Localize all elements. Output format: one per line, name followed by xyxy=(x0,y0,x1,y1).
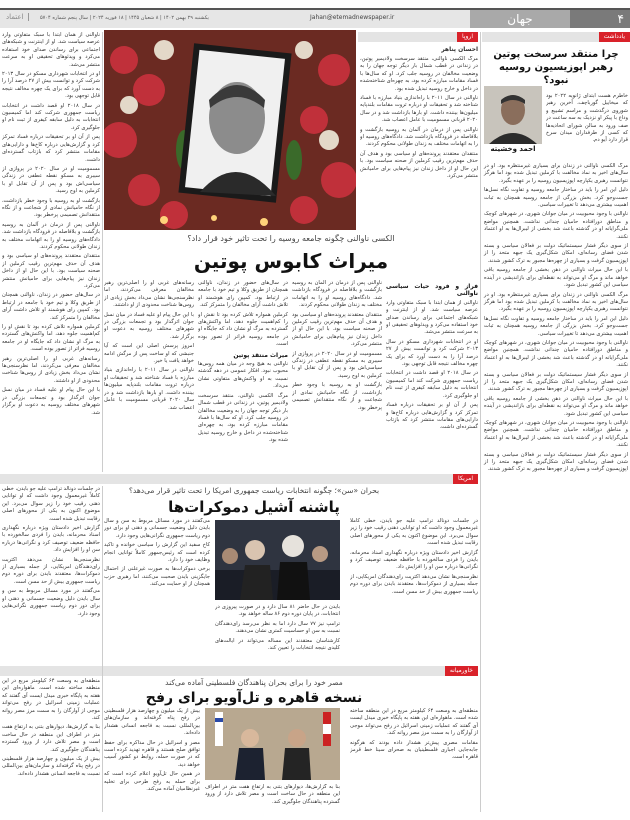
europe-paragraph: امروز پرسش اصلی این است که آیا جنبشی که او ساخت پس از مرگش ادامه خواهد یافت یا خیر. xyxy=(104,343,194,365)
europe-paragraph: ناوالنی در سال ۲۰۱۱ با راه‌اندازی بنیاد مبارزه با فساد شناخته شد و تحقیقات او درباره ثروت مقامات بلندپایه میلیون‌ها بیننده داشت. او بارها بازداشت شد و در سال ۲۰۲۰ قربانی مسمومیت با عامل اعصاب شد. xyxy=(104,367,194,411)
europe-paragraph: ناوالنی پس از درمان در آلمان به روسیه بازگشت و بلافاصله در فرودگاه بازداشت شد. دادگاه‌های روسیه او را به اتهامات مختلف به زندان طولانی محکوم کردند. xyxy=(292,280,382,309)
europe-paragraph: منتقدان معتقدند پرونده‌های او سیاسی بود و هدف آن حذف مهم‌ترین رقیب کرملین از صحنه سیاست بود. با این حال او از داخل زندان نیز پیام‌هایی برای حامیانش منتشر می‌کرد. xyxy=(2,253,100,289)
america-headline-kicker: بحران «سن»؛ چگونه انتخابات ریاست جمهوری امریکا را تحت تاثیر قرار می‌دهد؟ xyxy=(128,486,380,495)
america-paragraph: بایدن در حال حاضر ۸۱ سال دارد و در صورت پیروزی در انتخابات، در پایان دوره دوم ۸۶ ساله خواهد بود. xyxy=(215,604,340,618)
america-headline: پاشنه آشیل دموکرات‌ها xyxy=(168,498,340,516)
europe-paragraph: با این حال پیام او علیه فساد در میان نسل جوان اثرگذار بود و تجمعات بزرگی در شهرهای مختلف روسیه به دعوت او برگزار شد. xyxy=(104,311,194,340)
europe-paragraph: در سال‌های حضور در زندان، ناوالنی همچنان از طریق وکلا و تیم خود با جامعه در ارتباط بود. کمپین رای هوشمند او تلاش داشت آرای مخالفان را متمرکز کند. xyxy=(2,292,100,321)
europe-author: احسان پناهر xyxy=(441,46,478,53)
america-paragraph: گزارش اخیر دادستان ویژه درباره نگهداری اسناد محرمانه، بایدن را فردی سالخورده با حافظه ضعیف توصیف کرد و نگرانی‌ها درباره سن او را افزایش داد. xyxy=(2,525,100,554)
note-paragraph: از سوی دیگر فشار سیستماتیک دولت بر فعالان سیاسی و بسته شدن فضای رسانه‌ای، امکان شکل‌گیری یک جبهه متحد را از اپوزیسیون گرفت و بسیاری از چهره‌ها مجبور به ترک کشور شدند. xyxy=(484,451,628,473)
cairo-meeting-photo xyxy=(205,708,340,780)
note-paragraph: با این حال میراث ناوالنی در ذهن بخشی از جامعه روسیه باقی خواهد ماند و مرگ او می‌تواند به نقطه‌ای برای بازاندیشی در آینده سیاسی این کشور تبدیل شود. xyxy=(484,395,628,417)
america-paragraph: کارشناسان معتقدند این مساله می‌تواند در ایالت‌های کلیدی نتیجه انتخابات را تعیین کند. xyxy=(215,637,340,652)
europe-paragraph: منتقدان معتقدند پرونده‌های او سیاسی بود و هدف آن حذف مهم‌ترین رقیب کرملین از صحنه سیاست بود. با این حال او از داخل زندان نیز پیام‌هایی برای حامیانش منتشر می‌کرد. xyxy=(292,311,382,348)
europe-label: اروپا xyxy=(457,32,478,42)
memorial-flowers-image xyxy=(104,30,356,230)
diplomats-meeting-image xyxy=(205,708,340,780)
column-divider xyxy=(480,32,481,812)
europe-paragraph: او در انتخابات شهرداری مسکو در سال ۲۰۱۳ شرکت کرد و توانست بیش از ۲۷ درصد آرا را به دست آورد که برای یک چهره مخالف نتیجه قابل توجهی بود. xyxy=(386,338,478,368)
america-label: امریکا xyxy=(453,474,478,484)
email-address[interactable]: Jahan@etemadnewspaper.ir xyxy=(310,14,395,21)
mideast-headline: نسخه قاهره و تل‌آویو برای رفح xyxy=(145,690,363,706)
europe-paragraph: او در انتخابات شهرداری مسکو در سال ۲۰۱۳ شرکت کرد و توانست بیش از ۲۷ درصد آرا را به دست آورد که برای یک چهره مخالف نتیجه قابل توجهی بود. xyxy=(2,71,100,100)
europe-paragraph: منتقدان معتقدند پرونده‌های او سیاسی بود و هدف آن حذف مهم‌ترین رقیب کرملین از صحنه سیاست بود. با این حال او از داخل زندان نیز پیام‌هایی برای حامیانش منتشر می‌کرد. xyxy=(360,150,478,180)
mideast-paragraph: در همین حال تل‌آویو اعلام کرده است که برای حمله به رفح طرحی برای تخلیه غیرنظامیان آماده می‌کند. xyxy=(104,771,200,793)
date-line: یکشنبه ۲۹ بهمن ۱۴۰۲ | ۸ شعبان ۱۴۴۵ | ۱۸ فوریه ۲۰۲۴ | سال پنجم شماره ۵۷۰۴ xyxy=(40,15,209,21)
america-paragraph: کاخ سفید این گزارش را سیاسی خوانده و تاکید کرده است که رئیس‌جمهور کاملاً توانایی انجام وظایف خود را دارد. xyxy=(104,542,210,564)
note-paragraph: ناوالنی با وجود محبوبیت در میان جوانان شهری، در شهرهای کوچک و مناطق دورافتاده حامیان چندانی نداشت. همچنین مواضع ملی‌گرایانه او در گذشته باعث شد بخشی از لیبرال‌ها به او اعتماد نکنند. xyxy=(484,339,628,369)
note-paragraph: ناوالنی با وجود محبوبیت در میان جوانان شهری، در شهرهای کوچک و مناطق دورافتاده حامیان چندانی نداشت. همچنین مواضع ملی‌گرایانه او در گذشته باعث شد بخشی از لیبرال‌ها به او اعتماد نکنند. xyxy=(484,211,628,240)
europe-paragraph: مرگ الکسی ناوالنی، منتقد سرسخت ولادیمیر پوتین، در زندانی در قطب شمال بار دیگر توجه جهان را به وضعیت مخالفان در روسیه جلب کرد. او که سال‌ها با فساد مقامات مبارزه کرده بود، به چهره‌ای شناخته‌شده در داخل و خارج روسیه تبدیل شده بود. xyxy=(198,392,288,444)
biden-crowd-image xyxy=(215,520,340,600)
europe-paragraph: در سال ۲۰۱۸ او قصد داشت در انتخابات ریاست جمهوری شرکت کند اما کمیسیون انتخابات به دلیل سابقه کیفری از ثبت نام او جلوگیری کرد. xyxy=(2,102,100,131)
america-paragraph: ترامپ نیز ۷۷ سال دارد اما به نظر می‌رسد رای‌دهندگان نسبت به سن او حساسیت کمتری نشان می‌دهند. xyxy=(215,620,340,635)
europe-paragraph: رسانه‌های غربی او را اصلی‌ترین رهبر مخالفان معرفی می‌کردند، اما نظرسنجی‌ها نشان می‌داد بخش زیادی از روس‌ها شناخت محدودی از او داشتند. xyxy=(104,280,194,309)
europe-paragraph: مرگ الکسی ناوالنی، منتقد سرسخت ولادیمیر پوتین، در زندانی در قطب شمال بار دیگر توجه جهان را به وضعیت مخالفان در روسیه جلب کرد. او که سال‌ها با فساد مقامات مبارزه کرده بود، به چهره‌ای شناخته‌شده در داخل و خارج روسیه تبدیل شده بود. xyxy=(360,56,478,92)
europe-subhead-2: میراث منتقد پوتین xyxy=(233,351,288,359)
europe-column-1 xyxy=(386,280,478,470)
europe-paragraph: ناوالنی پس از درمان در آلمان به روسیه بازگشت و بلافاصله در فرودگاه بازداشت شد. دادگاه‌های روسیه او را به اتهامات مختلف به زندان طولانی محکوم کردند. xyxy=(2,221,100,250)
america-paragraph: در جلسات دونالد ترامپ علیه جو بایدن، خطی کاملاً غیرمعمول وجود داشت که او توانایی ذهنی رقیب خود را زیر سوال می‌برد. این موضوع اکنون به یکی از محورهای اصلی رقابت تبدیل شده است. xyxy=(2,486,100,522)
europe-column-left xyxy=(2,32,100,470)
author-portrait-icon xyxy=(484,86,542,144)
europe-paragraph: کرملین همواره تلاش کرده بود تا نقش او را کم‌اهمیت جلوه دهد، اما واکنش‌های گسترده به مرگ او نشان داد که جایگاه او در جامعه روسیه فراتر از تصور بوده است. xyxy=(2,324,100,353)
note-column xyxy=(482,32,630,812)
mideast-label-bar xyxy=(0,666,478,676)
europe-headline-kicker: الکسی ناوالنی چگونه جامعه روسیه را تحت تاثیر خود قرار داد؟ xyxy=(187,234,395,243)
europe-paragraph: رسانه‌های غربی او را اصلی‌ترین رهبر مخالفان معرفی می‌کردند، اما نظرسنجی‌ها نشان می‌داد بخش زیادی از روس‌ها شناخت محدودی از او داشتند. xyxy=(2,355,100,384)
note-paragraph: دلیل این امر را باید در ساختار جامعه روسیه و تفاوت نگاه نسل‌ها جست‌وجو کرد. بخش بزرگی از جامعه روسیه همچنان به ثبات اهمیت بیشتری می‌دهد تا تغییرات سیاسی. xyxy=(484,315,628,337)
mideast-paragraph: بنا به گزارش‌ها، دیوارهای بتنی به ارتفاع هفت متر در اطراف این منطقه در حال ساخت است و مصر تلاش دارد از ورود گسترده پناهندگان جلوگیری کند. xyxy=(205,784,340,805)
europe-paragraph: پس از آن او بر تحقیقات درباره فساد تمرکز کرد و گزارش‌هایی درباره کاخ‌ها و دارایی‌های مقامات منتشر کرد که بازتاب گسترده‌ای داشت. xyxy=(2,134,100,163)
america-column-3 xyxy=(104,518,210,663)
note-paragraph: از سوی دیگر فشار سیستماتیک دولت بر فعالان سیاسی و بسته شدن فضای رسانه‌ای، امکان شکل‌گیری یک جبهه متحد را از اپوزیسیون گرفت و بسیاری از چهره‌ها مجبور به ترک کشور شدند. xyxy=(484,371,628,393)
mideast-paragraph: مصر و اسرائیل در حال مذاکره برای حفظ توافق صلح هستند و قاهره تهدید کرده است که در صورت حمله، روابط دو کشور آسیب خواهد دید. xyxy=(104,739,200,768)
europe-paragraph: بازگشت او به روسیه با وجود خطر بازداشت، از نگاه حامیانش نمادی از شجاعت و از نگاه منتقدانش تصمیمی پرخطر بود. xyxy=(2,197,100,219)
mideast-column-1 xyxy=(350,708,478,812)
america-column-1 xyxy=(350,518,478,663)
america-paragraph: می‌گفتند در مورد مسائل مربوط به سن و سال بایدن دلیل وضعیت جسمانی و ذهنی او برای دور دوم ریاست جمهوری نگرانی‌هایی وجود دارد. xyxy=(2,588,100,617)
note-paragraph: مرگ الکسی ناوالنی در زندان برای بسیاری غیرمنتظره بود. او در سال‌های اخیر به نماد مخالفت با کرملین تبدیل شده بود اما هرگز نتوانست رهبری یکپارچه اپوزیسیون روسیه را بر عهده بگیرد. xyxy=(484,291,628,313)
america-paragraph: می‌گفتند در مورد مسائل مربوط به سن و سال بایدن دلیل وضعیت جسمانی و ذهنی او برای دور دوم ریاست جمهوری نگرانی‌هایی وجود دارد. xyxy=(104,518,210,539)
mideast-paragraph: بیش از یک میلیون و چهارصد هزار فلسطینی در رفح پناه گرفته‌اند و سازمان‌های بین‌المللی نسبت به فاجعه انسانی هشدار داده‌اند. xyxy=(2,756,100,777)
note-paragraph: ناوالنی با وجود محبوبیت در میان جوانان شهری، در شهرهای کوچک و مناطق دورافتاده حامیان چندانی نداشت. همچنین مواضع ملی‌گرایانه او در گذشته باعث شد بخشی از لیبرال‌ها به او اعتماد نکنند. xyxy=(484,420,628,449)
europe-paragraph: مسمومیت او در سال ۲۰۲۰ در پروازی از سیبری به مسکو نقطه عطفی در زندگی سیاسی‌اش بود و پس از آن تقابل او با کرملین به اوج رسید. xyxy=(292,350,382,379)
column-divider xyxy=(102,486,103,812)
america-paragraph: نظرسنجی‌ها نشان می‌دهد اکثریت رای‌دهندگان امریکایی، از جمله بسیاری از دموکرات‌ها، معتقدند بایدن برای دوره دوم ریاست جمهوری بیش از حد مسن است. xyxy=(350,573,478,595)
note-label-bar xyxy=(482,32,630,42)
note-intro xyxy=(546,93,628,163)
europe-paragraph: پس از آن او بر تحقیقات درباره فساد تمرکز کرد و گزارش‌هایی درباره کاخ‌ها و دارایی‌های مقامات منتشر کرد که بازتاب گسترده‌ای داشت. xyxy=(386,402,478,431)
column-divider xyxy=(102,32,103,472)
mideast-column-3 xyxy=(104,708,200,812)
mideast-column-left xyxy=(2,678,100,812)
mideast-column-2 xyxy=(205,784,340,812)
europe-paragraph: در سال ۲۰۱۸ او قصد داشت در انتخابات ریاست جمهوری شرکت کند اما کمیسیون انتخابات به دلیل سابقه کیفری از ثبت نام او جلوگیری کرد. xyxy=(386,370,478,399)
mideast-paragraph: منطقه‌ای به وسعت ۶۴ کیلومتر مربع در این منطقه ساخته شده است. ماهواره‌ای این هفته به پایگاه خبری میدل ایست آی گفتند که عملیات زمینی اسرائیل در رفح می‌تواند موجی از آوارگان را به سمت مرز مصر روانه کند. xyxy=(2,678,100,722)
america-paragraph: نظرسنجی‌ها نشان می‌دهد اکثریت رای‌دهندگان امریکایی، از جمله بسیاری از دموکرات‌ها، معتقدند بایدن برای دوره دوم ریاست جمهوری بیش از حد مسن است. xyxy=(2,556,100,585)
america-label-bar xyxy=(0,474,478,484)
mideast-paragraph: بیش از یک میلیون و چهارصد هزار فلسطینی در رفح پناه گرفته‌اند و سازمان‌های بین‌المللی نسبت به فاجعه انسانی هشدار داده‌اند. xyxy=(104,708,200,737)
europe-paragraph: ناوالنی به هیچ وجه در میان همه روس‌ها محبوب نبود. افکار عمومی در دهه گذشته نسبت به او واکنش‌های متفاوتی نشان می‌داد. xyxy=(198,361,288,390)
note-paragraph: از سوی دیگر فشار سیستماتیک دولت بر فعالان سیاسی و بسته شدن فضای رسانه‌ای، امکان شکل‌گیری یک جبهه متحد را از اپوزیسیون گرفت و بسیاری از چهره‌ها مجبور به ترک کشور شدند. xyxy=(484,243,628,264)
europe-paragraph: مسمومیت او در سال ۲۰۲۰ در پروازی از سیبری به مسکو نقطه عطفی در زندگی سیاسی‌اش بود و پس از آن تقابل او با کرملین به اوج رسید. xyxy=(2,165,100,195)
page-number: ۴ xyxy=(570,10,630,28)
mideast-paragraph: منطقه‌ای به وسعت ۶۴ کیلومتر مربع در این منطقه ساخته شده است. ماهواره‌ای این هفته به پایگاه خبری میدل ایست آی گفتند که عملیات زمینی اسرائیل در رفح می‌تواند موجی از آوارگان را به سمت مرز مصر روانه کند. xyxy=(350,708,478,737)
europe-paragraph: ناوالنی در سال ۲۰۱۱ با راه‌اندازی بنیاد مبارزه با فساد شناخته شد و تحقیقات او درباره ثروت مقامات بلندپایه میلیون‌ها بیننده داشت. او بارها بازداشت شد و در سال ۲۰۲۰ قربانی مسمومیت با عامل اعصاب شد. xyxy=(360,95,478,124)
note-body xyxy=(482,163,630,803)
page-header xyxy=(0,8,630,28)
note-label: یادداشت xyxy=(599,32,630,42)
note-paragraph: خاطرم هست ابتدای ژانویه ۲۰۲۲ بود که میخاییل گورباچف، آخرین رهبر شوروی درگذشت و مراسم تشییع و وداع با پیکر او نزدیک به سه ساعت در صف ورود به سالن شورای اتحادیه‌ها که کسی از طرفداران میدان سرخ قرار دارد آیو دم. xyxy=(546,93,628,144)
note-title: چرا منتقد سرسخت پوتین رهبر اپوزیسیون روسیه نبود؟ xyxy=(493,49,619,86)
europe-subhead-1: فراز و فرود حیات سیاسی ناوالنی xyxy=(386,283,478,298)
navalny-memorial-photo xyxy=(104,30,356,230)
america-paragraph: در جلسات دونالد ترامپ علیه جو بایدن، خطی کاملاً غیرمعمول وجود داشت که او توانایی ذهنی رقیب خود را زیر سوال می‌برد. این موضوع اکنون به یکی از محورهای اصلی رقابت تبدیل شده است. xyxy=(350,518,478,547)
author-photo xyxy=(484,86,542,154)
section-title: جهان xyxy=(470,10,570,28)
europe-paragraph: کرملین همواره تلاش کرده بود تا نقش او را کم‌اهمیت جلوه دهد، اما واکنش‌های گسترده به مرگ او نشان داد که جایگاه او در جامعه روسیه فراتر از تصور بوده است. xyxy=(198,311,288,348)
europe-column-right xyxy=(360,56,478,230)
europe-column-2 xyxy=(292,280,382,470)
europe-paragraph: در سال‌های حضور در زندان، ناوالنی همچنان از طریق وکلا و تیم خود با جامعه در ارتباط بود. کمپین رای هوشمند او تلاش داشت آرای مخالفان را متمرکز کند. xyxy=(198,280,288,309)
mideast-paragraph: بنا به گزارش‌ها، دیوارهای بتنی به ارتفاع هفت متر در اطراف این منطقه در حال ساخت است و مصر تلاش دارد از ورود گسترده پناهندگان جلوگیری کند. xyxy=(2,724,100,753)
america-paragraph: برخی دموکرات‌ها به صورت غیرعلنی از احتمال جایگزینی بایدن صحبت می‌کنند، اما رهبری حزب همچنان از او حمایت می‌کند. xyxy=(104,566,210,588)
europe-paragraph: ناوالنی از همان ابتدا با سبک متفاوتی وارد عرصه سیاست شد. او از اینترنت و شبکه‌های اجتماعی برای رساندن صدای خود استفاده می‌کرد و ویدئوهای تحقیقی او به سرعت منتشر می‌شد. xyxy=(2,32,100,68)
europe-column-3 xyxy=(198,280,288,470)
note-paragraph: دلیل این امر را باید در ساختار جامعه روسیه و تفاوت نگاه نسل‌ها جست‌وجو کرد. بخش بزرگی از جامعه روسیه همچنان به ثبات اهمیت بیشتری می‌دهد تا تغییرات سیاسی. xyxy=(484,187,628,209)
note-paragraph: مرگ الکسی ناوالنی در زندان برای بسیاری غیرمنتظره بود. او در سال‌های اخیر به نماد مخالفت با کرملین تبدیل شده بود اما هرگز نتوانست رهبری یکپارچه اپوزیسیون روسیه را بر عهده بگیرد. xyxy=(484,163,628,184)
biden-photo xyxy=(215,520,340,600)
note-author: احمد وخشیته xyxy=(484,144,542,154)
europe-paragraph: ناوالنی پس از درمان در آلمان به روسیه بازگشت و بلافاصله در فرودگاه بازداشت شد. دادگاه‌های روسیه او را به اتهامات مختلف به زندان طولانی محکوم کردند. xyxy=(360,126,478,148)
europe-paragraph: ناوالنی از همان ابتدا با سبک متفاوتی وارد عرصه سیاست شد. او از اینترنت و شبکه‌های اجتماعی برای رساندن صدای خود استفاده می‌کرد و ویدئوهای تحقیقی او به سرعت منتشر می‌شد. xyxy=(386,299,478,336)
europe-label-bar xyxy=(358,32,478,42)
mideast-label: خاورمیانه xyxy=(445,666,478,676)
mideast-paragraph: مقامات مصری پیش‌تر هشدار داده بودند که هرگونه جابه‌جایی اجباری فلسطینیان به صحرای سینا خط قرمز قاهره است. xyxy=(350,739,478,761)
mideast-headline-kicker: مصر خود را برای بحران پناهندگان فلسطینی آماده می‌کند xyxy=(165,678,343,687)
europe-column-4 xyxy=(104,280,194,470)
america-column-2 xyxy=(215,604,340,664)
europe-paragraph: بازگشت او به روسیه با وجود خطر بازداشت، از نگاه حامیانش نمادی از شجاعت و از نگاه منتقدانش تصمیمی پرخطر بود. xyxy=(292,382,382,411)
note-paragraph: با این حال میراث ناوالنی در ذهن بخشی از جامعه روسیه باقی خواهد ماند و مرگ او می‌تواند به نقطه‌ای برای بازاندیشی در آینده سیاسی این کشور تبدیل شود. xyxy=(484,267,628,289)
newspaper-logo: اعتماد xyxy=(6,13,29,21)
europe-paragraph: با این حال پیام او علیه فساد در میان نسل جوان اثرگذار بود و تجمعات بزرگی در شهرهای مختلف روسیه به دعوت او برگزار شد. xyxy=(2,387,100,416)
europe-headline: میراث کابوس پوتین xyxy=(193,249,389,273)
america-paragraph: گزارش اخیر دادستان ویژه درباره نگهداری اسناد محرمانه، بایدن را فردی سالخورده با حافظه ضعیف توصیف کرد و نگرانی‌ها درباره سن او را افزایش داد. xyxy=(350,549,478,571)
america-column-left xyxy=(2,486,100,662)
